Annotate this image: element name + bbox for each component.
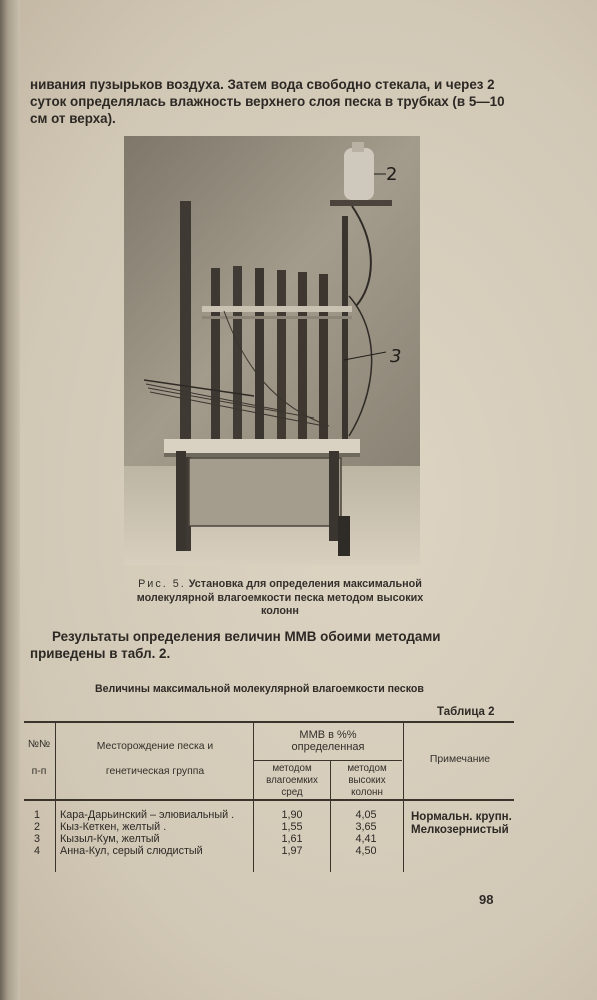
row-mmv-2: 4,41: [355, 833, 377, 845]
row-mmv-2: 4,05: [355, 809, 377, 821]
header-num-top: №№: [27, 739, 51, 750]
row-number: 3: [33, 833, 40, 845]
figure-label-3: 3: [390, 346, 402, 367]
header-mmv-group: ММВ в %% определенная: [291, 729, 365, 753]
row-place: Кара-Дарьинский – элювиальный .: [60, 809, 235, 821]
row-mmv-1: 1,55: [281, 821, 303, 833]
table-col-divider-2: [253, 722, 254, 872]
row-note: Нормальн. крупн.: [411, 811, 512, 823]
header-mmv-sub1: методом влагоемких сред: [266, 763, 318, 798]
page-number: 98: [479, 892, 494, 907]
row-mmv-2: 4,50: [355, 845, 377, 857]
row-number: 2: [33, 821, 40, 833]
figure-caption: [120, 578, 440, 619]
row-place: Кызыл-Кум, желтый: [60, 833, 160, 845]
table-subheader-rule: [254, 760, 402, 761]
row-place: Кыз-Кеткен, желтый .: [60, 821, 167, 833]
table-header-rule: [24, 799, 514, 801]
figure-photo: [124, 136, 420, 565]
row-place: Анна-Кул, серый слюдистый: [60, 845, 203, 857]
row-mmv-1: 1,61: [281, 833, 303, 845]
table-label: Таблица 2: [437, 706, 495, 718]
header-location-2: генетическая группа: [105, 766, 205, 777]
body-paragraph-results: Результаты определения величин ММВ обоими методами приведены в табл. 2.: [30, 629, 441, 661]
row-number: 1: [33, 809, 40, 821]
row-mmv-1: 1,90: [281, 809, 303, 821]
row-mmv-2: 3,65: [355, 821, 377, 833]
header-note: Примечание: [429, 754, 491, 765]
table-title: Величины максимальной молекулярной влагоемкости песков: [95, 683, 424, 695]
row-note: Мелкозернистый: [411, 824, 509, 836]
table-top-rule: [24, 721, 514, 723]
header-mmv-sub2: методом высоких колонн: [347, 763, 387, 798]
row-number: 4: [33, 845, 40, 857]
table-col-divider-1: [55, 722, 56, 872]
figure-label-2: 2: [386, 164, 398, 185]
figure-caption-lead: Рис. 5.: [138, 578, 186, 590]
table-col-divider-4: [403, 722, 404, 872]
row-mmv-1: 1,97: [281, 845, 303, 857]
header-location-1: Месторождение песка и: [96, 741, 214, 752]
header-num-bottom: п-п: [31, 766, 47, 777]
table-col-divider-3: [330, 761, 331, 872]
apparatus-illustration: [124, 136, 420, 565]
book-spine-shadow: [0, 0, 20, 1000]
body-paragraph-top: нивания пузырьков воздуха. Затем вода свободно стекала, и через 2 суток определялась влажность верхнего слоя песка в трубках (в 5—10 см от верха).: [30, 77, 505, 126]
figure-caption-text: Установка для определения максимальной молекулярной влагоемкости песка методом высоких колонн: [136, 578, 424, 617]
